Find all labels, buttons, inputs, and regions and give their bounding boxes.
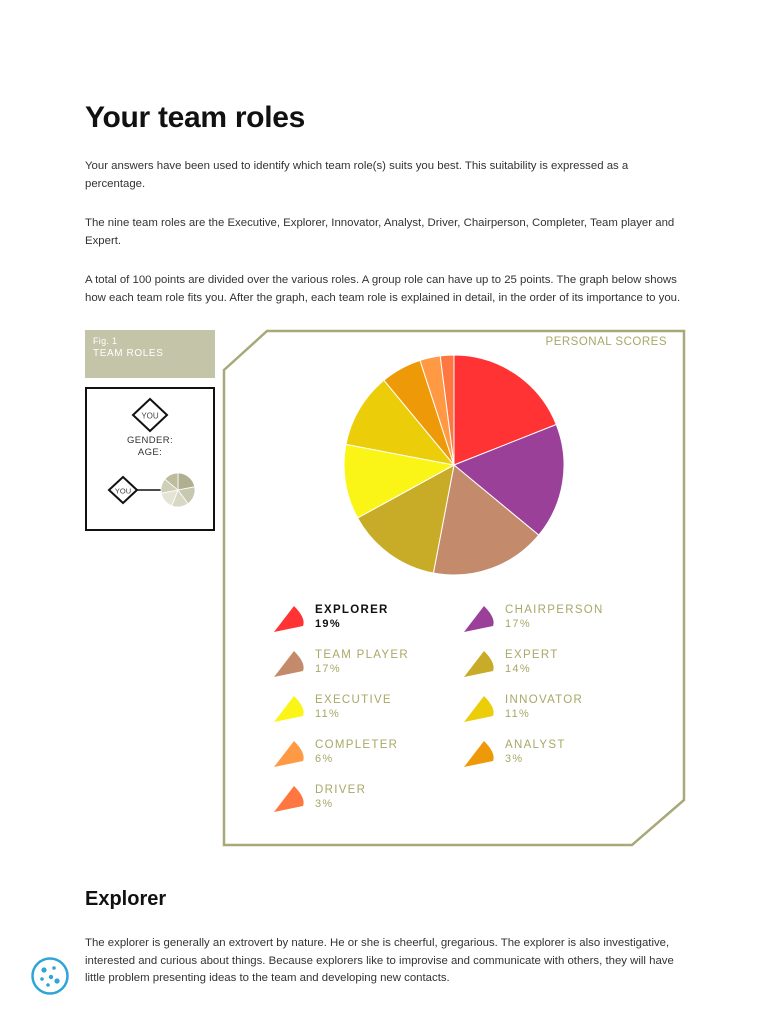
age-label: AGE:: [137, 447, 163, 458]
legend-name-completer: COMPLETER: [315, 739, 399, 751]
you-label-bottom: YOU: [114, 486, 132, 496]
legend-swatch-expert: [463, 649, 497, 679]
you-diamond-top: [133, 399, 167, 431]
legend-name-analyst: ANALYST: [505, 739, 566, 751]
intro-paragraph-1: Your answers have been used to identify which team role(s) suits you best. This suitability is expressed as a percentage.: [85, 160, 629, 190]
legend-swatch-innovator: [463, 694, 497, 724]
legend-swatch-chairperson: [463, 604, 497, 634]
legend-swatch-driver: [273, 784, 307, 814]
legend-item-executive: [273, 694, 453, 728]
chart-title: PERSONAL SCORES: [545, 336, 667, 348]
you-label-top: YOU: [141, 411, 159, 421]
page-title: Your team roles: [85, 101, 306, 134]
legend-swatch-completer: [273, 739, 307, 769]
legend-item-explorer: [273, 604, 453, 638]
figure-title: TEAM ROLES: [93, 348, 164, 359]
legend-item-completer: [273, 739, 453, 773]
legend-swatch-team-player: [273, 649, 307, 679]
you-diamond-bottom: [109, 477, 137, 503]
legend-item-driver: [273, 784, 453, 818]
legend-name-driver: DRIVER: [315, 784, 367, 796]
legend-name-chairperson: CHAIRPERSON: [505, 604, 604, 616]
section-title-explorer: Explorer: [85, 888, 167, 910]
legend-name-executive: EXECUTIVE: [315, 694, 392, 706]
legend-percent-completer: 6%: [315, 753, 334, 765]
cookie-icon: [30, 956, 70, 996]
legend-item-expert: [463, 649, 643, 683]
legend-percent-driver: 3%: [315, 798, 334, 810]
legend-name-expert: EXPERT: [505, 649, 559, 661]
profile-legend-box: [85, 387, 215, 531]
pie-chart: [334, 353, 574, 578]
legend-swatch-executive: [273, 694, 307, 724]
explorer-description: The explorer is generally an extrovert by nature. He or she is cheerful, gregarious. The explorer is also investigative, interested and curious about things. Because explorers like to improvise and communicate with others, they will have little problem presenting ideas to the team and developing new contacts.: [85, 937, 674, 984]
legend-item-innovator: [463, 694, 643, 728]
legend-item-team-player: [273, 649, 453, 683]
intro-paragraph-3: A total of 100 points are divided over the various roles. A group role can have up to 25 points. The graph below shows how each team role fits you. After the graph, each team role is explained in detail, in the order of its importance to you.: [85, 274, 681, 304]
mini-pie-icon: [161, 473, 195, 507]
gender-label: GENDER:: [126, 435, 174, 446]
legend-percent-innovator: 11%: [505, 708, 531, 720]
legend-percent-analyst: 3%: [505, 753, 524, 765]
legend-swatch-analyst: [463, 739, 497, 769]
legend-item-analyst: [463, 739, 643, 773]
legend-percent-chairperson: 17%: [505, 618, 531, 630]
legend-percent-expert: 14%: [505, 663, 531, 675]
legend-name-explorer: EXPLORER: [315, 604, 389, 616]
legend-item-chairperson: [463, 604, 643, 638]
legend-percent-team-player: 17%: [315, 663, 341, 675]
legend-name-team-player: TEAM PLAYER: [315, 649, 409, 661]
intro-paragraph-2: The nine team roles are the Executive, Explorer, Innovator, Analyst, Driver, Chairperson, Completer, Team player and Expert.: [85, 217, 675, 247]
legend-name-innovator: INNOVATOR: [505, 694, 584, 706]
figure-number: Fig. 1: [93, 336, 118, 346]
cookie-settings-button[interactable]: [30, 956, 70, 996]
figure-label: [85, 330, 215, 378]
legend-percent-executive: 11%: [315, 708, 341, 720]
legend-swatch-explorer: [273, 604, 307, 634]
legend-percent-explorer: 19%: [315, 618, 341, 630]
profile-diagram: [87, 389, 213, 529]
